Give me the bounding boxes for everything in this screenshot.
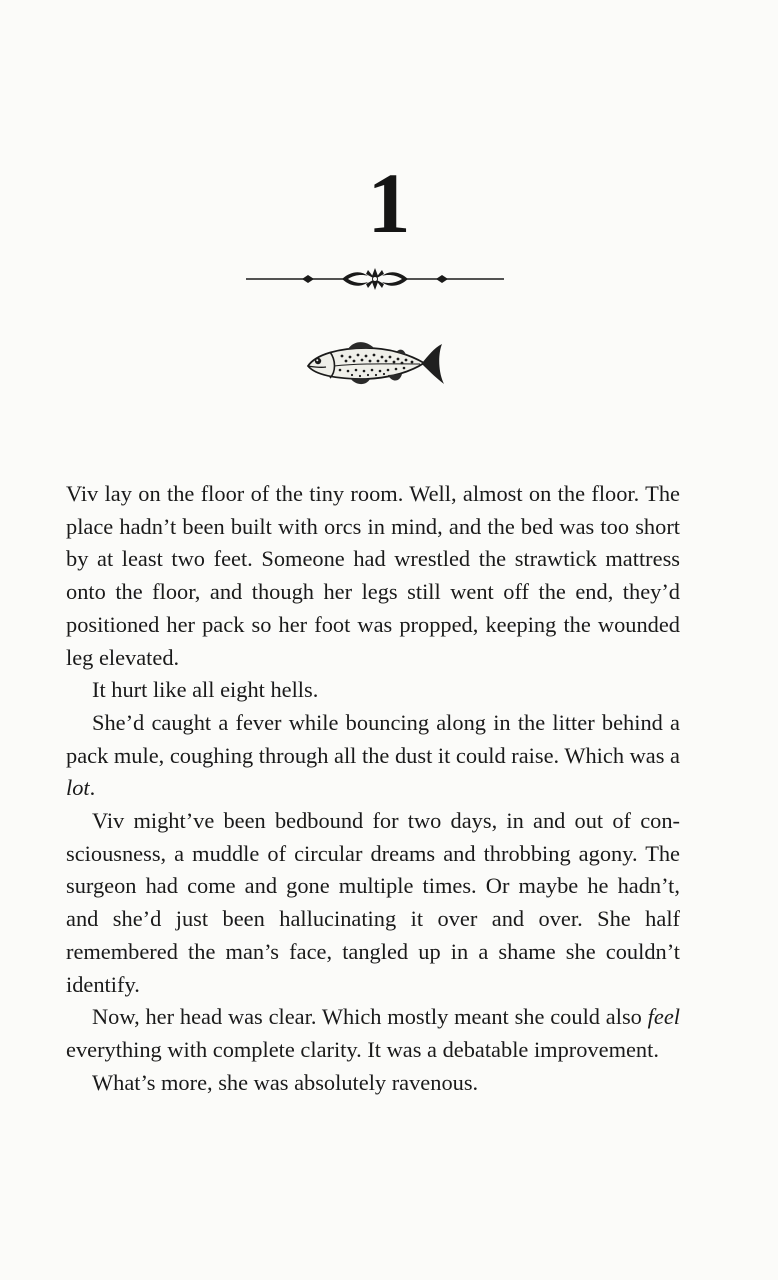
paragraph: What’s more, she was absolutely ravenous. — [92, 1069, 479, 1095]
paragraph: She’d caught a fever while bouncing along in the litter behind a pack mule, coughing through all the dust it could raise. Which was a lot. — [66, 709, 680, 801]
emphasis: lot — [66, 775, 90, 801]
emphasis: feel — [647, 1004, 680, 1030]
paragraph: Viv might’ve been bedbound for two days, in and out of consciousness, a muddle of circular dreams and throbbing agony. The surgeon had come and gone multiple times. Or maybe he hadn’t, and she’d just been hallucinating it over and over. She half remembered the man’s face, tangled up in a shame she couldn’t identify. — [66, 808, 680, 997]
chapter-number: 1 — [367, 155, 411, 251]
paragraph: Now, her head was clear. Which mostly meant she could also feel everything with complete clarity. It was a debatable improvement. — [66, 1004, 680, 1062]
paragraph: Viv lay on the floor of the tiny room. Well, almost on the floor. The place hadn’t been built with orcs in mind, and the bed was too short by at least two feet. Someone had wrestled the strawtick mattress onto the floor, and though her legs still went off the end, they’d positioned her pack so her foot was propped, keeping the wounded leg elevated. — [66, 481, 680, 670]
chapter-body — [66, 478, 680, 1099]
flourish-divider-icon — [244, 262, 506, 294]
fish-icon — [300, 336, 450, 392]
paragraph: It hurt like all eight hells. — [92, 677, 319, 703]
